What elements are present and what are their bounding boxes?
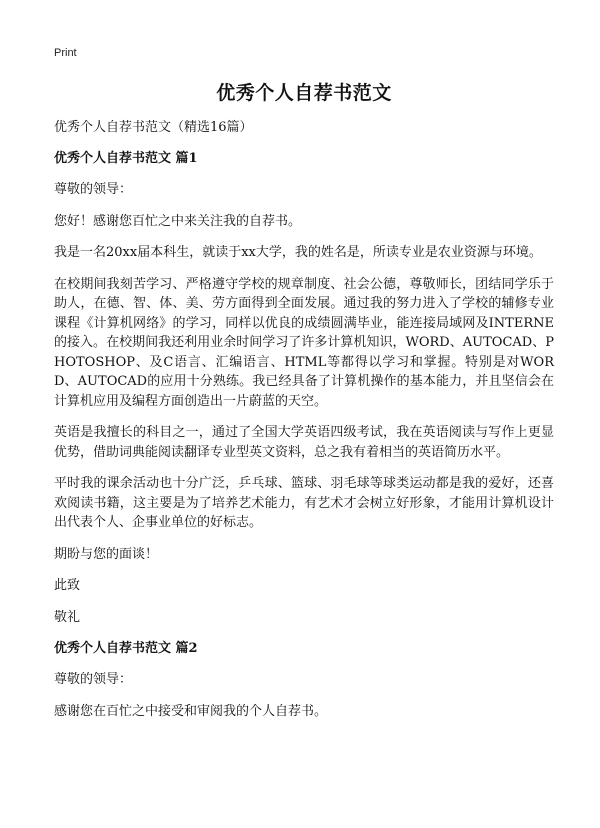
section-heading-2: 优秀个人自荐书范文 篇2	[54, 641, 198, 656]
sign-off-line-2: 敬礼	[54, 609, 81, 625]
closing-paragraph: 期盼与您的面谈！	[54, 546, 159, 562]
print-label: Print	[54, 47, 77, 59]
thanks-paragraph: 感谢您在百忙之中接受和审阅我的个人自荐书。	[54, 703, 328, 719]
document-title: 优秀个人自荐书范文	[216, 82, 392, 104]
salutation-2: 尊敬的领导：	[54, 672, 133, 687]
intro-paragraph: 我是一名20xx届本科生，就读于xx大学，我的姓名是，所读专业是农业资源与环境。	[54, 245, 542, 260]
study-paragraph: 在校期间我刻苦学习、严格遵守学校的规章制度、社会公德，尊敬师长，团结同学乐于助人，在德、智、体、美、劳方面得到全面发展。通过我的努力进入了学校的辅修专业课程《计算机网络》的学习，同样以优良的成绩圆满毕业，能连接局域网及INTERNE的接入。在校期间我还利用业余时间学习了许多计算机知识，WORD、AUTOCAD、PHOTOSHOP、及C语言、汇编语言、HTML等都得以学习和掌握。特别是对WORD、AUTOCAD的应用十分熟练。我已经具备了计算机操作的基本能力，并且坚信会在计算机应用及编程方面创造出一片蔚蓝的天空。	[54, 276, 554, 409]
document-subtitle: 优秀个人自荐书范文（精选16篇）	[54, 120, 253, 135]
sign-off-line-1: 此致	[54, 578, 81, 593]
section-heading-1: 优秀个人自荐书范文 篇1	[54, 151, 198, 166]
salutation: 尊敬的领导：	[54, 182, 133, 197]
greeting-paragraph: 您好！感谢您百忙之中来关注我的自荐书。	[54, 213, 302, 229]
english-paragraph: 英语是我擅长的科目之一，通过了全国大学英语四级考试，我在英语阅读与写作上更显优势，借助词典能阅读翻译专业型英文资料，总之我有着相当的英语简历水平。	[54, 425, 554, 460]
activities-paragraph: 平时我的课余活动也十分广泛，乒乓球、篮球、羽毛球等球类运动都是我的爱好，还喜欢阅读书籍，这主要是为了培养艺术能力，有艺术才会树立好形象，才能用计算机设计出代表个人、企事业单位的好标志。	[54, 476, 554, 530]
